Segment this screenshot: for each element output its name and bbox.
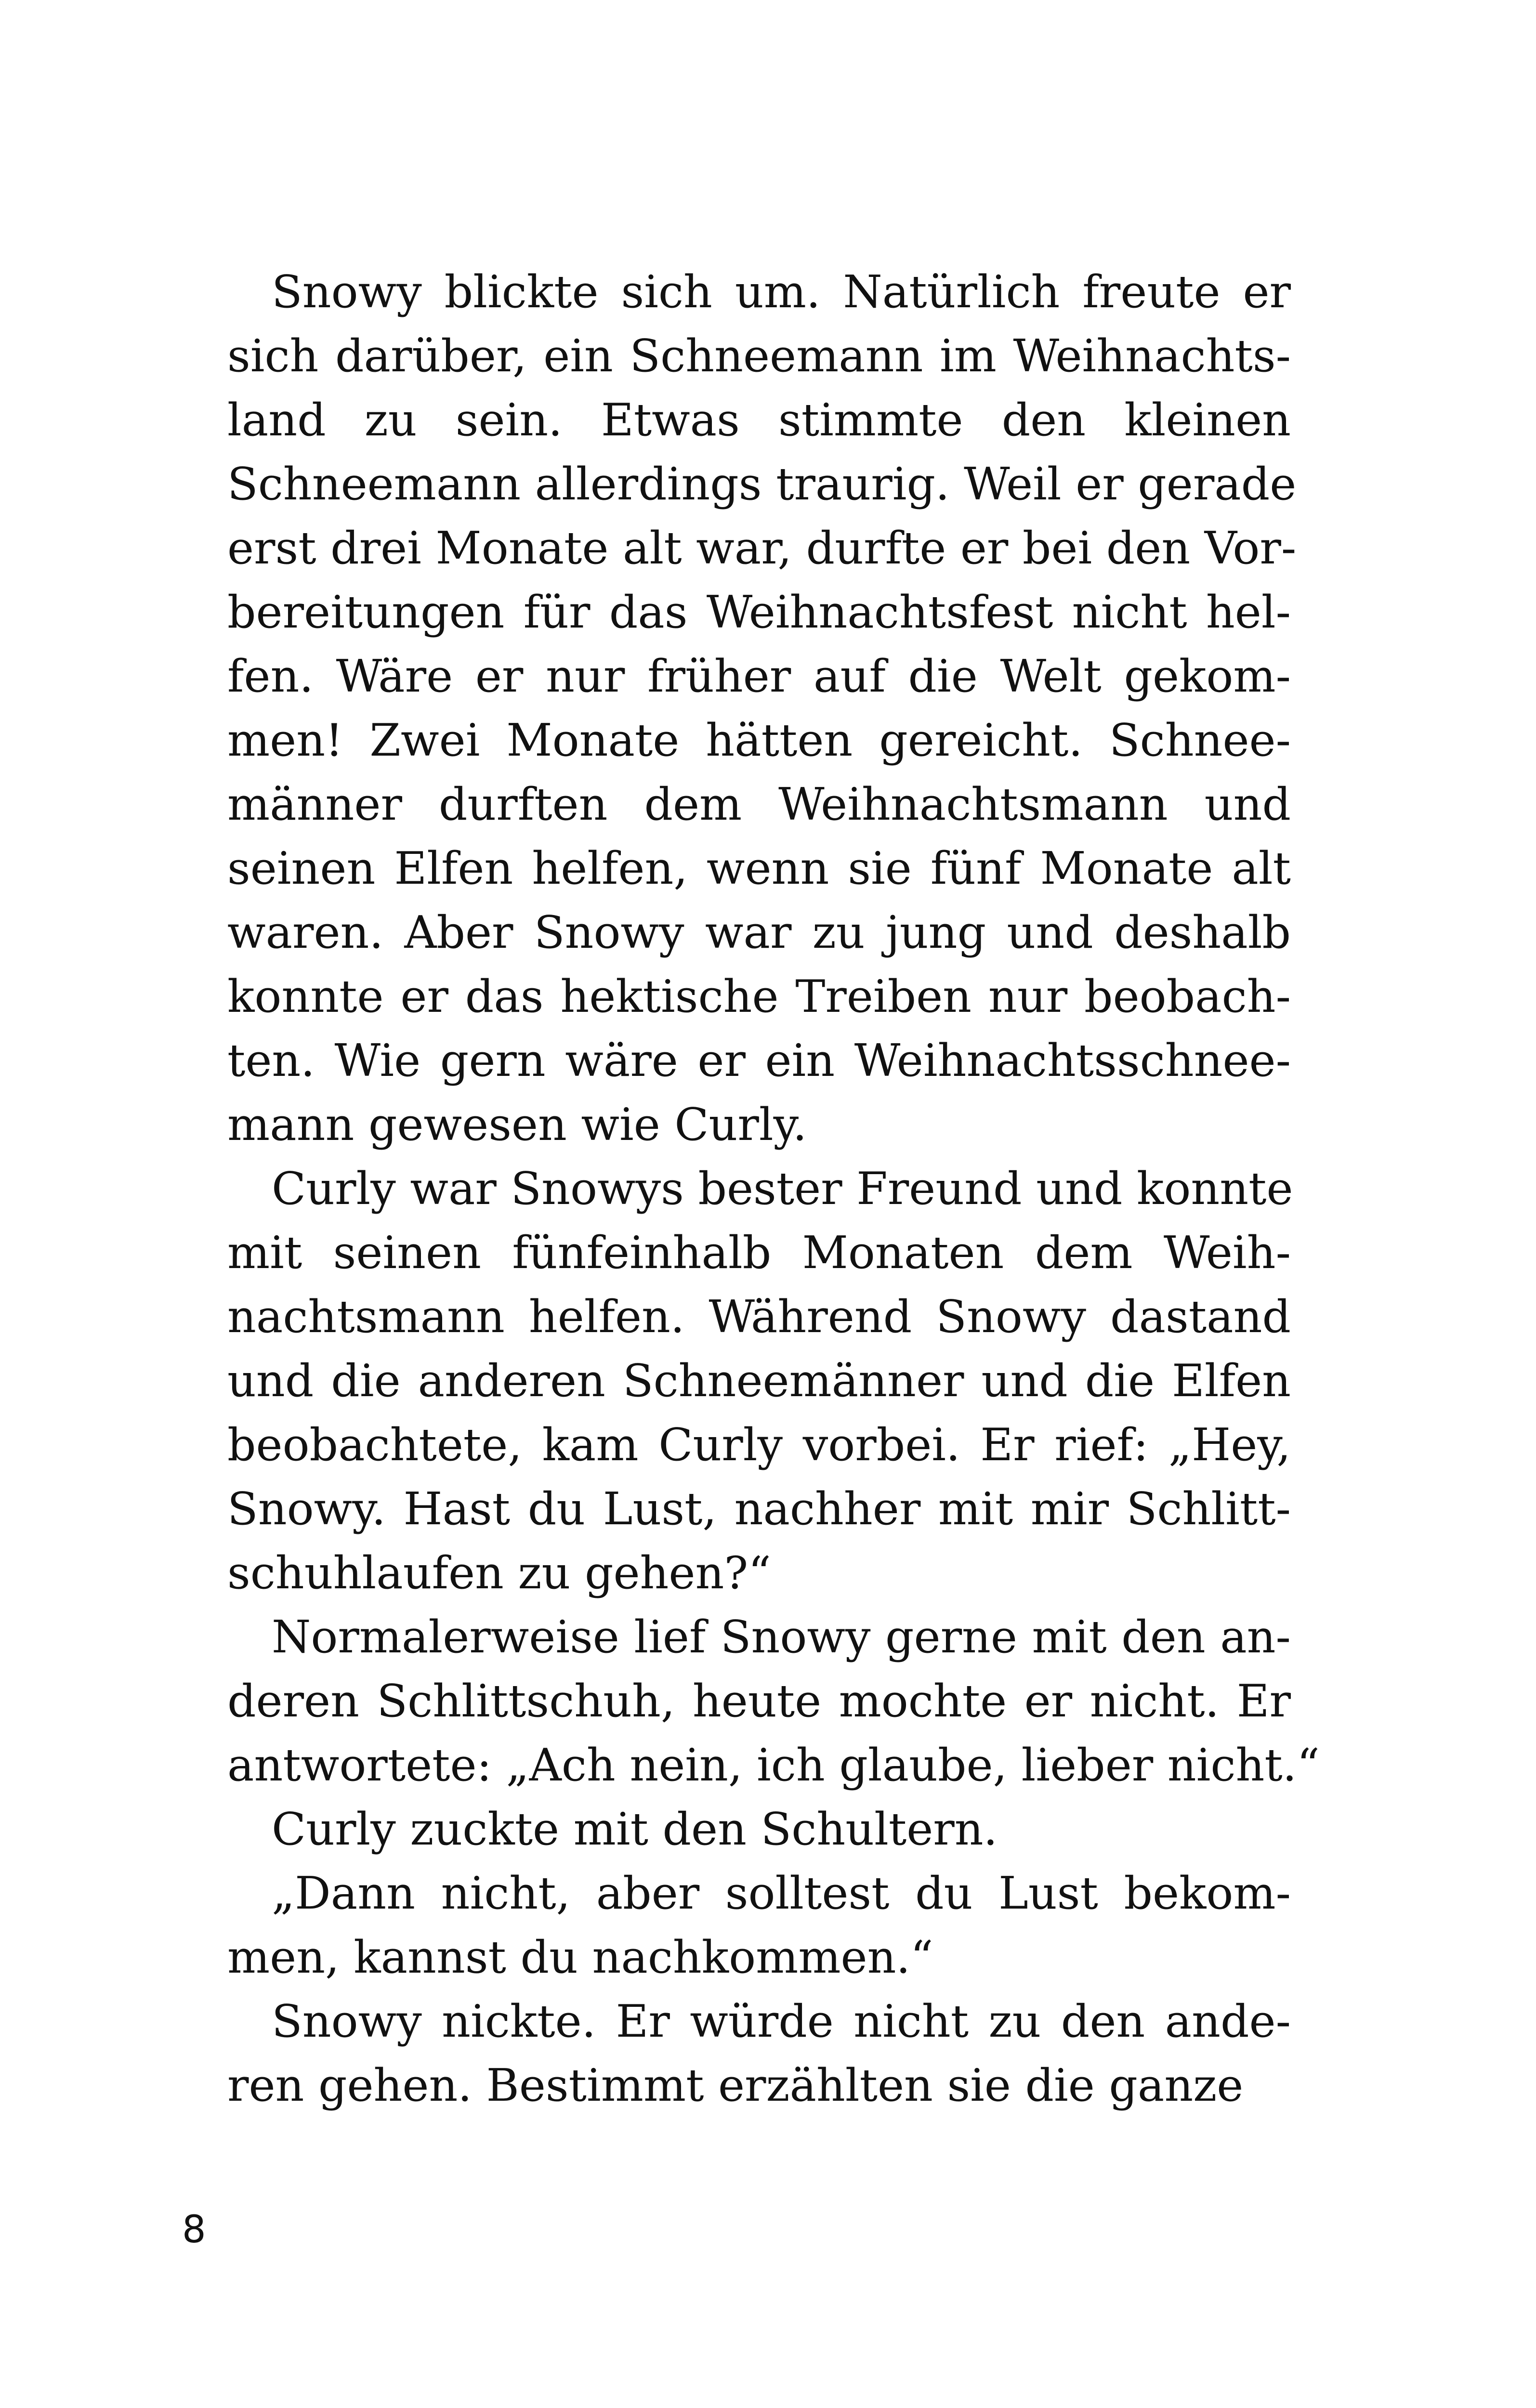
text-line: fen. Wäre er nur früher auf die Welt gekom-	[227, 650, 1291, 702]
paragraph	[183, 260, 1297, 1157]
body-text	[183, 260, 1320, 2118]
text-line: land zu sein. Etwas stimmte den kleinen	[227, 394, 1291, 446]
text-line: Snowy blickte sich um. Natürlich freute er	[272, 266, 1291, 318]
text-line: mann gewesen wie Curly.	[227, 1099, 807, 1151]
text-line: sich darüber, ein Schneemann im Weihnachts-	[227, 330, 1291, 382]
text-line: konnte er das hektische Treiben nur beobach-	[227, 970, 1291, 1022]
text-line: mit seinen fünfeinhalb Monaten dem Weih-	[227, 1227, 1291, 1279]
paragraph	[183, 1989, 1291, 2118]
text-line: deren Schlittschuh, heute mochte er nicht. Er	[227, 1675, 1291, 1727]
text-line: und die anderen Schneemänner und die Elfen	[227, 1355, 1291, 1407]
text-line: Snowy nickte. Er würde nicht zu den ande-	[272, 1995, 1291, 2047]
text-line: bereitungen für das Weihnachtsfest nicht hel-	[227, 586, 1291, 638]
page-number: 8	[182, 2208, 206, 2251]
text-line: men! Zwei Monate hätten gereicht. Schnee-	[227, 714, 1291, 766]
text-line: ren gehen. Bestimmt erzählten sie die ganze	[227, 2059, 1244, 2111]
text-line: waren. Aber Snowy war zu jung und deshalb	[227, 906, 1291, 958]
text-line: Schneemann allerdings traurig. Weil er gerade	[227, 458, 1297, 510]
text-line: nachtsmann helfen. Während Snowy dastand	[227, 1291, 1291, 1343]
text-line: Curly zuckte mit den Schultern.	[272, 1803, 998, 1855]
text-line: „Dann nicht, aber solltest du Lust bekom-	[272, 1867, 1291, 1919]
text-line: seinen Elfen helfen, wenn sie fünf Monate alt	[227, 842, 1291, 894]
text-line: beobachtete, kam Curly vorbei. Er rief: „Hey,	[227, 1419, 1291, 1471]
paragraph	[183, 1605, 1320, 1797]
text-line: ten. Wie gern wäre er ein Weihnachtsschnee-	[227, 1034, 1291, 1086]
text-line: erst drei Monate alt war, durfte er bei den Vor-	[227, 522, 1297, 574]
text-line: Snowy. Hast du Lust, nachher mit mir Schlitt-	[227, 1483, 1291, 1535]
text-line: Curly war Snowys bester Freund und konnte	[272, 1163, 1293, 1215]
paragraph	[183, 1157, 1291, 1605]
text-line: antwortete: „Ach nein, ich glaube, lieber nicht.“	[227, 1739, 1320, 1791]
paragraph	[183, 1861, 1291, 1989]
text-line: schuhlaufen zu gehen?“	[227, 1547, 771, 1599]
paragraph	[183, 1797, 1291, 1861]
text-line: men, kannst du nachkommen.“	[227, 1931, 933, 1983]
text-line: Normalerweise lief Snowy gerne mit den an-	[272, 1611, 1291, 1663]
text-line: männer durften dem Weihnachtsmann und	[227, 778, 1291, 830]
